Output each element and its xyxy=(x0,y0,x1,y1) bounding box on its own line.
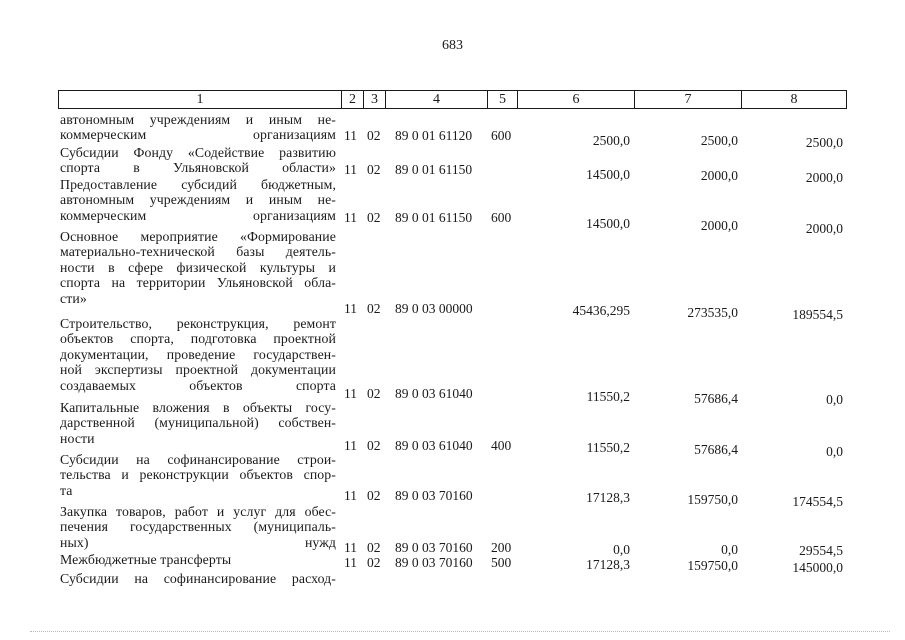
row-amount-col6: 17128,3 xyxy=(586,490,630,505)
row-amount-col8: 29554,5 xyxy=(799,543,843,558)
row-subsection: 02 xyxy=(367,301,381,316)
row-amount-col8: 2000,0 xyxy=(805,170,843,185)
row-amount-col6: 11550,2 xyxy=(586,389,630,404)
row-amount-col8: 145000,0 xyxy=(792,560,843,575)
row-name: Субсидии на софинансирование строи- тельства и реконструкции объектов спор- та xyxy=(60,452,336,498)
header-col-6: 6 xyxy=(517,90,635,109)
row-amount-col8: 189554,5 xyxy=(792,307,843,322)
row-target-code: 89 0 03 70160 xyxy=(395,488,473,503)
row-amount-col6: 45436,295 xyxy=(572,303,630,318)
row-name: Субсидии Фонду «Содействие развитию спорта в Ульяновской области» xyxy=(60,145,336,176)
row-section: 11 xyxy=(344,488,357,503)
row-section: 11 xyxy=(344,162,357,177)
row-section: 11 xyxy=(344,540,357,555)
header-col-7: 7 xyxy=(634,90,742,109)
row-target-code: 89 0 01 61150 xyxy=(395,162,473,177)
header-col-8: 8 xyxy=(741,90,847,109)
row-target-code: 89 0 03 70160 xyxy=(395,555,473,570)
header-col-1: 1 xyxy=(58,90,342,109)
row-target-code: 89 0 03 00000 xyxy=(395,301,473,316)
row-section: 11 xyxy=(344,386,357,401)
row-expense-type: 200 xyxy=(491,540,512,555)
row-section: 11 xyxy=(344,438,357,453)
row-amount-col8: 0,0 xyxy=(826,444,843,459)
row-subsection: 02 xyxy=(367,128,381,143)
row-amount-col7: 159750,0 xyxy=(687,492,738,507)
row-name: Строительство, реконструкция, ремонт объектов спорта, подготовка проектной документации, проведение государствен- ной экспертизы проектной документации создаваемых объектов спорта xyxy=(60,316,336,393)
row-expense-type: 600 xyxy=(491,128,512,143)
row-name: Капитальные вложения в объекты госу- дарственной (муниципальной) собствен- ности xyxy=(60,400,336,446)
row-name: Предоставление субсидий бюджетным, автономным учреждениям и иным не- коммерческим организациям xyxy=(60,177,336,223)
row-amount-col6: 2500,0 xyxy=(592,133,630,148)
row-target-code: 89 0 01 61150 xyxy=(395,210,473,225)
row-amount-col7: 0,0 xyxy=(721,542,738,557)
row-amount-col8: 2000,0 xyxy=(805,221,843,236)
row-section: 11 xyxy=(344,210,357,225)
row-target-code: 89 0 01 61120 xyxy=(395,128,473,143)
row-amount-col8: 2500,0 xyxy=(805,135,843,150)
row-amount-col7: 159750,0 xyxy=(687,558,738,573)
header-col-4: 4 xyxy=(385,90,488,109)
row-name: автономным учреждениям и иным не- коммерческим организациям xyxy=(60,112,336,143)
row-name: Основное мероприятие «Формирование материально-технической базы деятель- ности в сфере физической культуры и спорта на территории Ульяновской обла- сти» xyxy=(60,229,336,306)
row-target-code: 89 0 03 61040 xyxy=(395,438,473,453)
row-subsection: 02 xyxy=(367,210,381,225)
row-amount-col7: 57686,4 xyxy=(694,442,738,457)
header-col-2: 2 xyxy=(341,90,364,109)
row-subsection: 02 xyxy=(367,438,381,453)
row-name: Закупка товаров, работ и услуг для обес- печения государственных (муниципаль- ных) нужд xyxy=(60,504,336,550)
row-amount-col6: 14500,0 xyxy=(586,216,630,231)
row-amount-col6: 11550,2 xyxy=(586,440,630,455)
row-expense-type: 400 xyxy=(491,438,512,453)
row-section: 11 xyxy=(344,301,357,316)
scan-artifact-line xyxy=(30,631,890,633)
row-name: Субсидии на софинансирование расход- xyxy=(60,571,336,586)
row-amount-col8: 0,0 xyxy=(826,392,843,407)
header-col-5: 5 xyxy=(487,90,518,109)
row-amount-col6: 14500,0 xyxy=(586,167,630,182)
row-subsection: 02 xyxy=(367,386,381,401)
row-amount-col7: 2000,0 xyxy=(700,168,738,183)
page-number: 683 xyxy=(442,38,463,53)
row-expense-type: 600 xyxy=(491,210,512,225)
row-amount-col7: 273535,0 xyxy=(687,305,738,320)
row-section: 11 xyxy=(344,128,357,143)
row-amount-col6: 0,0 xyxy=(613,542,630,557)
row-amount-col7: 2500,0 xyxy=(700,133,738,148)
row-amount-col8: 174554,5 xyxy=(792,494,843,509)
row-amount-col7: 2000,0 xyxy=(700,218,738,233)
header-col-3: 3 xyxy=(363,90,386,109)
row-name: Межбюджетные трансферты xyxy=(60,552,232,567)
row-expense-type: 500 xyxy=(491,555,512,570)
row-subsection: 02 xyxy=(367,162,381,177)
row-target-code: 89 0 03 61040 xyxy=(395,386,473,401)
row-section: 11 xyxy=(344,555,357,570)
row-amount-col6: 17128,3 xyxy=(586,557,630,572)
row-subsection: 02 xyxy=(367,488,381,503)
row-amount-col7: 57686,4 xyxy=(694,391,738,406)
row-target-code: 89 0 03 70160 xyxy=(395,540,473,555)
row-subsection: 02 xyxy=(367,540,381,555)
row-subsection: 02 xyxy=(367,555,381,570)
